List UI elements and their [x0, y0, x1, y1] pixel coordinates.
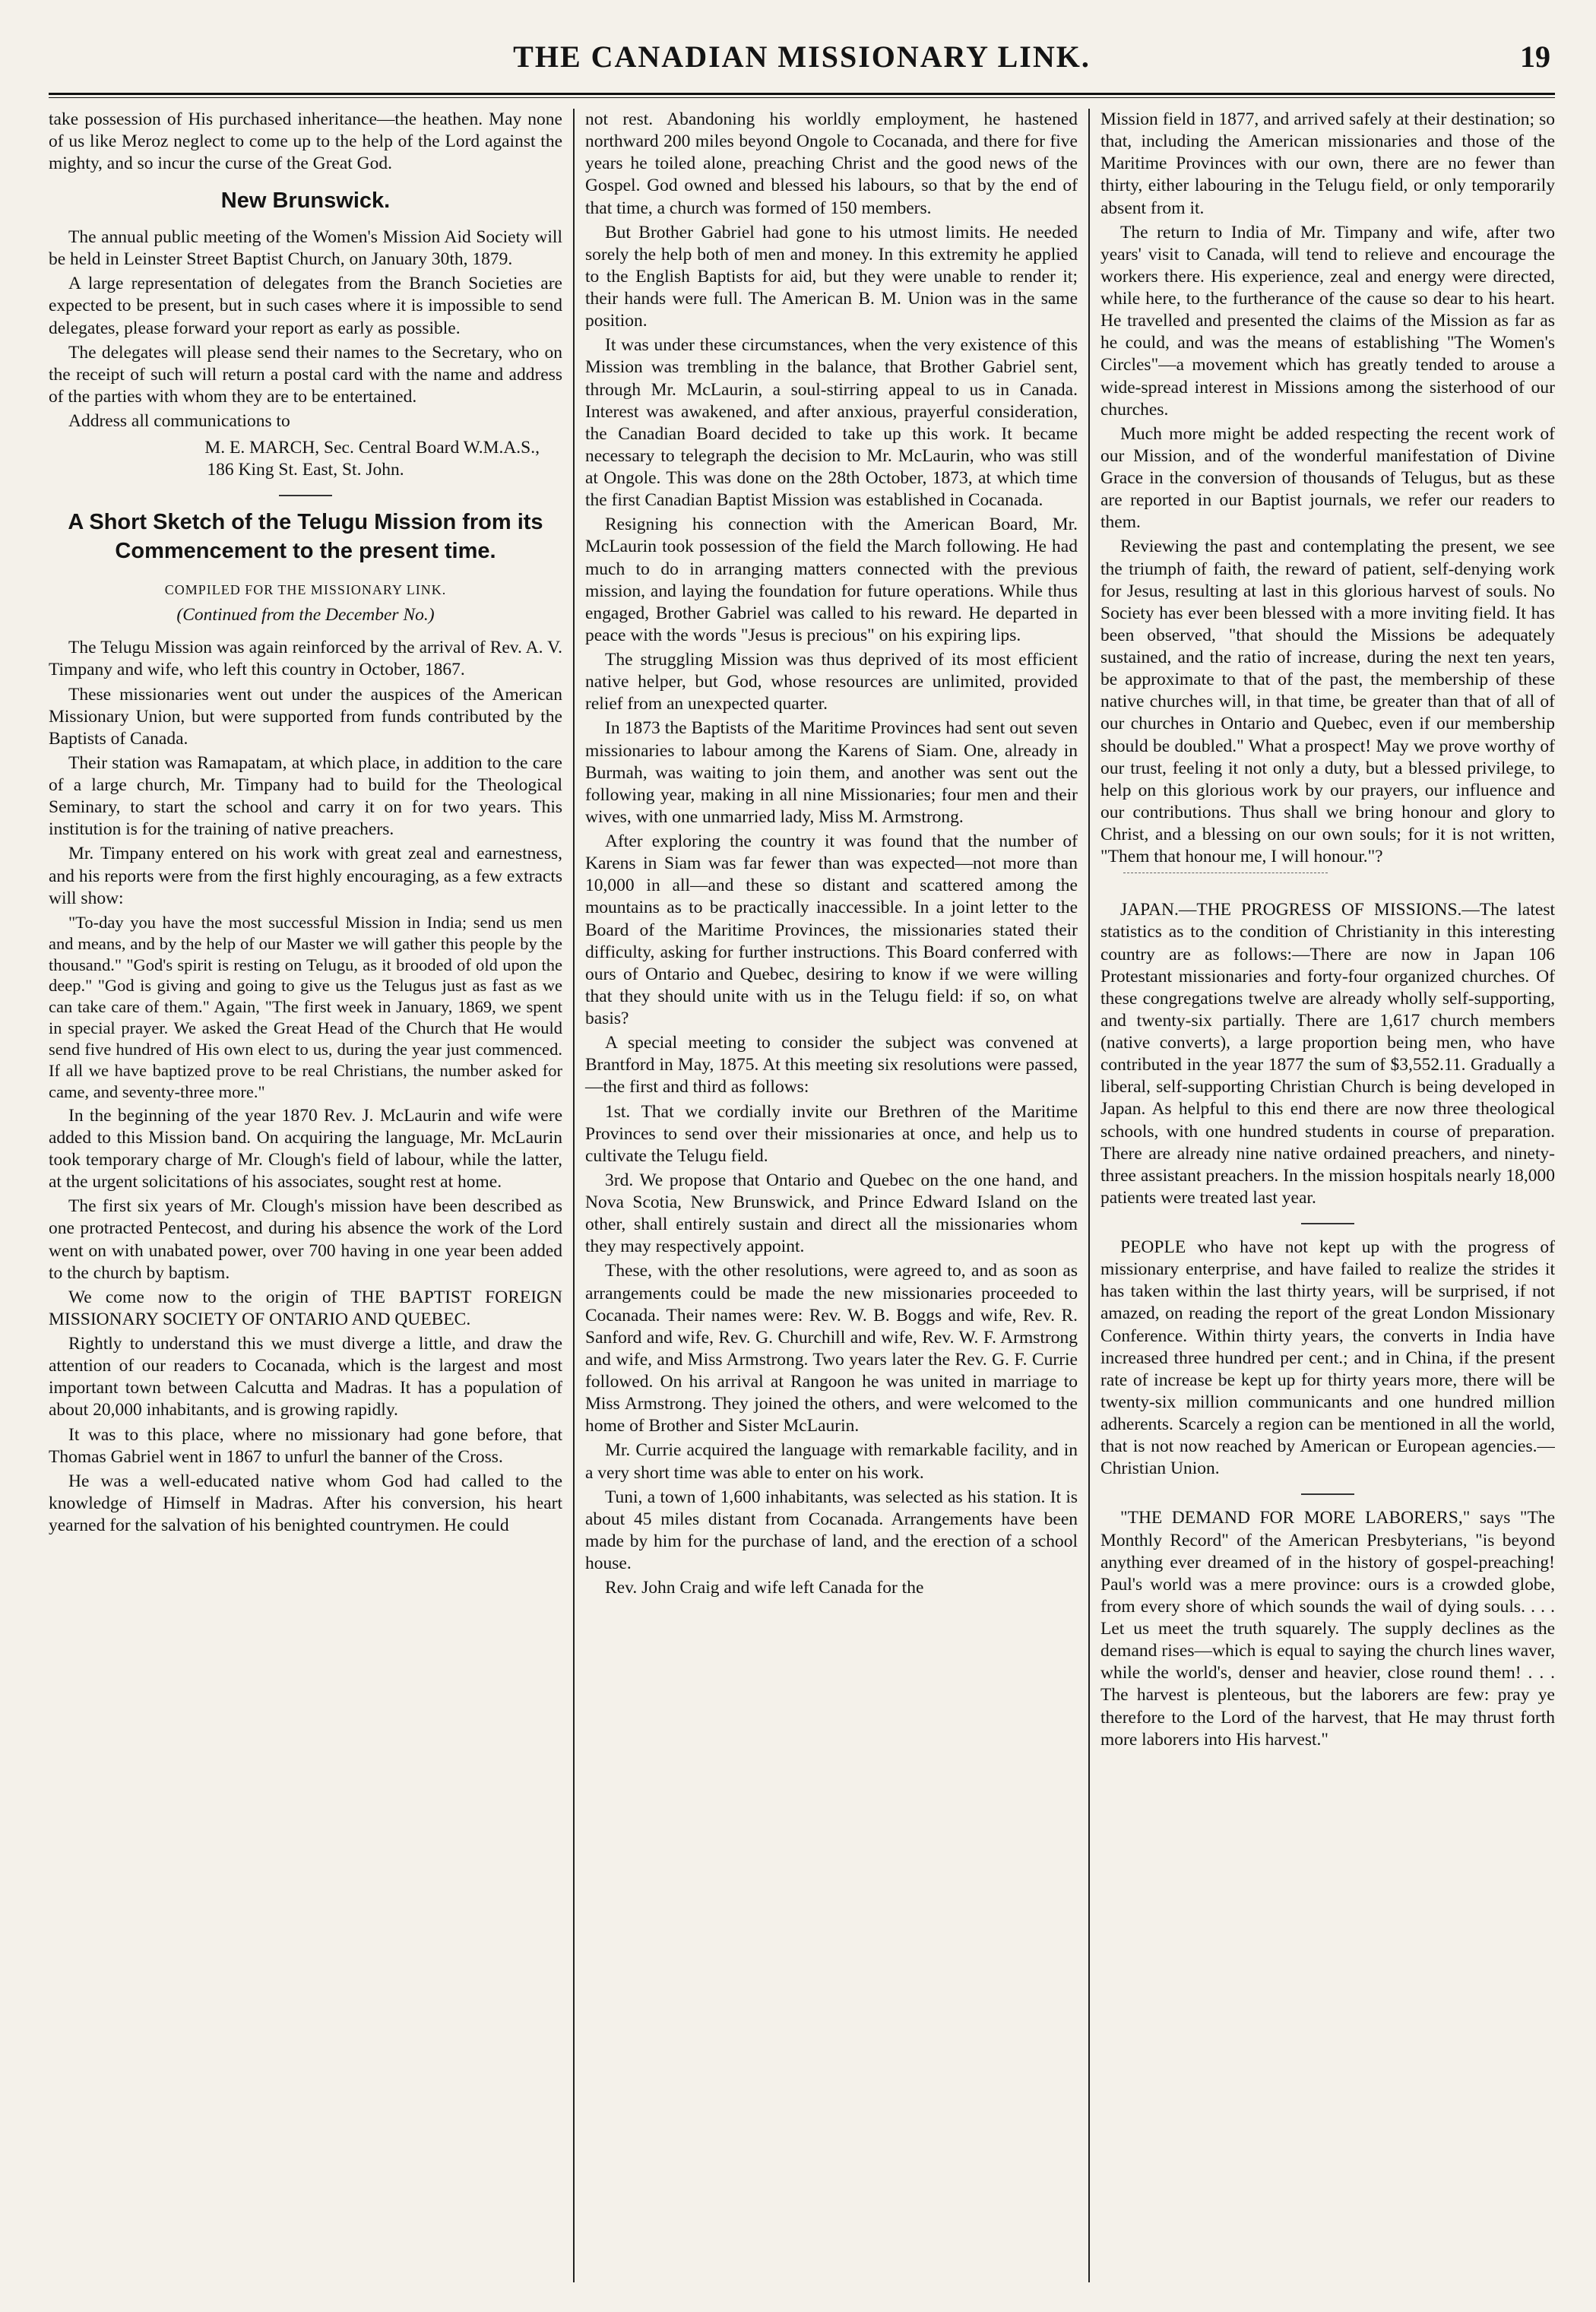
column-right	[1090, 109, 1555, 2282]
paragraph: Mission field in 1877, and arrived safely at their destination; so that, including the American missionaries and those of the Maritime Provinces with our own, there are no fewer than thirty, either labouring in the Telugu field, or only temporarily absent from it.	[1100, 109, 1555, 218]
header-rule	[49, 93, 1555, 95]
paragraph: These missionaries went out under the auspices of the American Missionary Union, but were supported from funds contributed by the Baptists of Canada.	[49, 684, 562, 749]
paragraph: Resigning his connection with the American Board, Mr. McLaurin took possession of the field the March following. He had much to do in arranging matters connected with the previous mission, and laying the foundation for future operations. While thus engaged, Brother Gabriel was called to his reward. He departed in peace with the words "Jesus is precious" on his expiring lips.	[585, 515, 1078, 645]
paragraph: The first six years of Mr. Clough's mission have been described as one protracted Pentecost, and during his absence the work of the Lord went on with unabated power, over 700 having in one year been added to the church by baptism.	[49, 1196, 562, 1283]
paragraph: Mr. Currie acquired the language with remarkable facility, and in a very short time was able to enter on his work.	[585, 1440, 1078, 1483]
paragraph: But Brother Gabriel had gone to his utmost limits. He needed sorely the help both of men and money. In this extremity he applied to the English Baptists for aid, but they were unable to render it; their hands were full. The American B. M. Union was in the same position.	[585, 222, 1078, 331]
paragraph: It was under these circumstances, when the very existence of this Mission was trembling in the balance, that Brother Gabriel sent, through Mr. McLaurin, a soul-stirring appeal to us in Canada. Interest was awakened, and after anxious, prayerful consideration, the Canadian Board decided to take up this work. It became necessary to telegraph the decision to Mr. McLaurin, who was still at Ongole. This was done on the 28th October, 1873, at which time the first Canadian Baptist Mission was established in Cocanada.	[585, 335, 1078, 511]
paragraph: After exploring the country it was found that the number of Karens in Siam was far fewer than was expected—not more than 10,000 in all—and these so distant and scattered among the mountains as to be practically inaccessible. In a joint letter to the Board of the Maritime Provinces, the missionaries stated their difficulty, asking for further instructions. This Board conferred with ours of Ontario and Quebec, desiring to know if we were willing that they should unite with us in the Telugu field: if so, on what basis?	[585, 831, 1078, 1028]
paragraph: The struggling Mission was thus deprived of its most efficient native helper, but God, whose resources are unlimited, provided relief from an unexpected quarter.	[585, 650, 1078, 714]
paragraph: Address all communications to	[68, 411, 290, 432]
continued-note: (Continued from the December No.)	[176, 605, 435, 626]
item-divider	[1301, 1223, 1354, 1224]
column-left	[49, 109, 573, 2282]
page-number: 19	[1520, 40, 1550, 74]
quoted-paragraph: "To-day you have the most successful Mission in India; send us men and means, and by the help of our Master we will gather this people by the thousand." "God's spirit is resting on Telugu, as it brooded of old upon the deep." "God is giving and going to give us the Telugus just as fast as we can take care of them." Again, "The first week in January, 1869, we spent in special prayer. We asked the Great Head of the Church that He would send five hundred of His own elect to us, during the year just commenced. If all we have baptized prove to be real Christians, the number asked for came, and seventy-three more."	[49, 912, 562, 1101]
signature-address: 186 King St. East, St. John.	[207, 460, 404, 480]
item-divider	[1301, 1493, 1354, 1495]
paragraph: The delegates will please send their names to the Secretary, who on the receipt of such will return a postal card with the name and address of the parties with whom they are to be entertained.	[49, 342, 562, 407]
section-divider	[279, 495, 332, 496]
news-item-progress: PEOPLE who have not kept up with the progress of missionary enterprise, and have failed to realize the strides it has taken within the last thirty years, will be surprised, if not amazed, on reading the report of the great London Missionary Conference. Within thirty years, the converts in India have increased three hundred per cent.; and in China, if the present rate of increase be kept up for thirty years more, there will be twenty-six million communicants and one hundred million adherents. Scarcely a region can be mentioned in all the world, that is not now reached by American or European agencies.— Christian Union.	[1100, 1237, 1555, 1479]
paragraph: These, with the other resolutions, were agreed to, and as soon as arrangements could be made the new missionaries proceeded to Cocanada. Their names were: Rev. W. B. Boggs and wife, Rev. R. Sanford and wife, Rev. G. Churchill and wife, Rev. W. F. Armstrong and wife, and Miss Armstrong. Two years later the Rev. G. F. Currie followed. On his arrival at Rangoon he was united in marriage to Miss Armstrong. They joined the others, and were welcomed to the home of Brother and Sister McLaurin.	[585, 1261, 1078, 1436]
article-heading-telugu-mission: A Short Sketch of the Telugu Mission from its Commencement to the present time.	[68, 510, 543, 564]
page-header	[49, 36, 1555, 78]
paragraph: Rev. John Craig and wife left Canada for the	[605, 1578, 924, 1598]
news-item-laborers: "THE DEMAND FOR MORE LABORERS," says "The Monthly Record" of the American Presbyterians, "is beyond anything ever dreamed of in the history of gospel-preaching! Paul's world was a mere province: ours is a crowded globe, from every shore of which sounds the wail of dying souls. . . . Let us meet the truth squarely. The supply declines as the demand rises—which is equal to saying the church lines waver, while the world's, denser and heavier, close round them! . . . The harvest is plenteous, but the laborers are few: pray ye therefore to the Lord of the harvest, that He may thrust forth more laborers into His harvest."	[1100, 1508, 1555, 1750]
paragraph: Tuni, a town of 1,600 inhabitants, was selected as his station. It is about 45 miles distant from Cocanada. Arrangements have been made by him for the purchase of land, and the erection of a school house.	[585, 1487, 1078, 1573]
header-rule-thin	[49, 97, 1555, 98]
paragraph: The annual public meeting of the Women's Mission Aid Society will be held in Leinster Street Baptist Church, on January 30th, 1879.	[49, 227, 562, 270]
paragraph: A large representation of delegates from the Branch Societies are expected to be present, but in such cases where it is impossible to send delegates, please forward your report as early as possible.	[49, 274, 562, 338]
paragraph: Reviewing the past and contemplating the present, we see the triumph of faith, the reward of patient, self-denying work for Jesus, resulting at last in this glorious harvest of souls. No Society has ever been blessed with a more inviting field. It has been observed, "that should the Missions be adequately sustained, and the ratio of increase, during the next ten years, be approximate to that of the past, the membership of these native churches will, in that time, be greater than that of all of our churches in Ontario and Quebec, even if our membership should be doubled." What a prospect! May we prove worthy of our trust, feeling it not only a duty, but a blessed privilege, to help on this glorious work by our prayers, our influence and our contributions. Thus shall we bring honour and glory to Christ, and a blessing on our own souls; for it is not written, "Them that honour me, I will honour."?	[1100, 537, 1555, 867]
news-item-japan: JAPAN.—THE PROGRESS OF MISSIONS.—The latest statistics as to the condition of Christianity in this interesting country are as follows:—There are now in Japan 106 Protestant missionaries and forty-four organized churches. Of these congregations twelve are already wholly self-supporting, and twenty-six partially. There are 1,617 church members (native converts), a large proportion being men, who have contributed in the year 1877 the sum of $3,552.11. Gradually a liberal, self-supporting Christian Church is being developed in Japan. As helpful to this end there are now three theological schools, with one hundred students in course of preparation. There are already nine native ordained preachers, and ninety-three assistant preachers. In the mission hospitals nearly 18,000 patients were treated last year.	[1100, 900, 1555, 1208]
paragraph: It was to this place, where no missionary had gone before, that Thomas Gabriel went in 1867 to unfurl the banner of the Cross.	[49, 1424, 562, 1467]
compiled-note: COMPILED FOR THE MISSIONARY LINK.	[164, 581, 447, 597]
paragraph: The return to India of Mr. Timpany and wife, after two years' visit to Canada, will tend to relieve and encourage the workers there. His experience, zeal and energy were directed, while here, to the furtherance of the cause so dear to his heart. He travelled and presented the claims of the Mission as far as he could, and was the means of establishing "The Women's Circles"—a movement which has greatly tended to arouse a wide-spread interest in Missions among the sisterhood of our churches.	[1100, 222, 1555, 420]
resolution-paragraph: 3rd. We propose that Ontario and Quebec on the one hand, and Nova Scotia, New Brunswick, and Prince Edward Island on the other, shall entirely sustain and direct all the missionaries whom they may respectively appoint.	[585, 1170, 1078, 1257]
paragraph: In the beginning of the year 1870 Rev. J. McLaurin and wife were added to this Mission band. On acquiring the language, Mr. McLaurin took temporary charge of Mr. Clough's field of labour, while the latter, at the urgent solicitations of his associates, sought rest at home.	[49, 1105, 562, 1192]
article-columns	[49, 109, 1555, 2282]
paragraph: Their station was Ramapatam, at which place, in addition to the care of a large church, Mr. Timpany had to build for the Theological Seminary, to start the school and carry it on for two years. This institution is for the training of native preachers.	[49, 752, 562, 840]
paragraph: Rightly to understand this we must diverge a little, and draw the attention of our readers to Cocanada, which is the largest and most important town between Calcutta and Madras. It has a population of about 20,000 inhabitants, and is growing rapidly.	[49, 1334, 562, 1420]
paragraph: take possession of His purchased inheritance—the heathen. May none of us like Meroz neglect to come up to the help of the Lord against the mighty, and so incur the curse of the Great God.	[49, 109, 562, 174]
paragraph: Mr. Timpany entered on his work with great zeal and earnestness, and his reports were from the first highly encouraging, as a few extracts will show:	[49, 844, 562, 908]
paragraph: Much more might be added respecting the recent work of our Mission, and of the wonderful manifestation of Divine Grace in the conversion of thousands of Telugus, but as these are reported in our Baptist journals, we refer our readers to them.	[1100, 423, 1555, 533]
column-middle	[573, 109, 1090, 2282]
page-title: THE CANADIAN MISSIONARY LINK.	[513, 40, 1091, 74]
paragraph: A special meeting to consider the subject was convened at Brantford in May, 1875. At this meeting six resolutions were passed,—the first and third as follows:	[585, 1033, 1078, 1097]
paragraph: He was a well-educated native whom God had called to the knowledge of Himself in Madras. After his conversion, his heart yearned for the salvation of his benighted countrymen. He could	[49, 1471, 562, 1536]
paragraph: In 1873 the Baptists of the Maritime Provinces had sent out seven missionaries to labour among the Karens of Siam. One, already in Burmah, was waiting to join them, and another was sent out the following year, making in all nine Missionaries; four men and their wives, with one unmarried lady, Miss M. Armstrong.	[585, 718, 1078, 827]
paragraph: The Telugu Mission was again reinforced by the arrival of Rev. A. V. Timpany and wife, who left this country in October, 1867.	[49, 638, 562, 680]
paragraph: not rest. Abandoning his worldly employment, he hastened northward 200 miles beyond Ongole to Cocanada, and there for five years he toiled alone, preaching Christ and the good news of the Gospel. God owned and blessed his labours, so that by the end of that time, a church was formed of 150 members.	[585, 109, 1078, 218]
paragraph: We come now to the origin of THE BAPTIST FOREIGN MISSIONARY SOCIETY OF ONTARIO AND QUEBEC.	[49, 1287, 562, 1329]
section-heading-new-brunswick: New Brunswick.	[220, 188, 391, 214]
signature-line: M. E. MARCH, Sec. Central Board W.M.A.S.,	[204, 438, 540, 458]
resolution-paragraph: 1st. That we cordially invite our Brethren of the Maritime Provinces to send over their missionaries at once, and help us to cultivate the Telugu field.	[585, 1101, 1078, 1166]
